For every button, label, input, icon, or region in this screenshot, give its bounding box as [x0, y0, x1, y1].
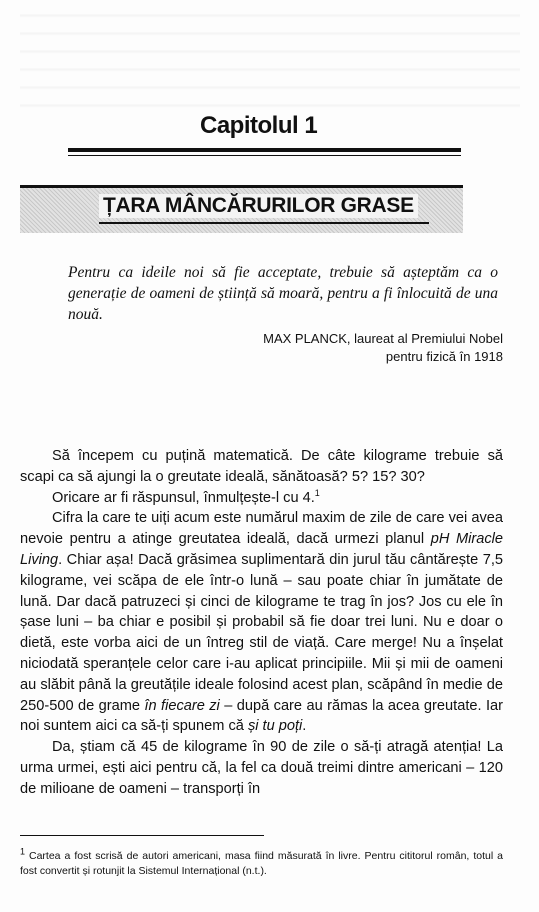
bleed-through-text: [20, 0, 520, 110]
p3-part-c: – după care au rămas la acea greutate. Iar noi suntem aici ca să-ți spunem că: [20, 697, 503, 735]
p3-emphasis-3: și tu poți: [247, 718, 303, 735]
footnote-marker: 1: [20, 846, 26, 857]
paragraph-2-text: Oricare ar fi răspunsul, înmulțește-l cu 4.: [52, 489, 315, 506]
paragraph-1: Să începem cu puțină matematică. De câte kilograme trebuie să scapi ca să ajungi la o greutate ideală, sănătoasă? 5? 15? 30?: [20, 448, 503, 485]
chapter-title: ȚARA MÂNCĂRURILOR GRASE: [99, 194, 418, 218]
footnote: [20, 846, 503, 879]
p3-part-d: .: [302, 718, 307, 735]
footnote-text: Cartea a fost scrisă de autori americani, masa fiind măsurată în livre. Pentru cititorul român, totul a fost convertit și rotunjit la Sistemul Internațional (n.t.).: [20, 850, 503, 877]
chapter-heading: Capitolul 1: [200, 112, 318, 139]
title-underline: [99, 222, 429, 224]
paragraph-3: [20, 508, 503, 737]
body-text: [20, 446, 503, 800]
chapter-rule-thin: [68, 155, 461, 156]
footnote-ref: 1: [314, 487, 320, 498]
attribution-line-2: pentru fizică în 1918: [385, 349, 503, 364]
p3-part-b: . Chiar așa! Dacă grăsimea suplimentară din jurul tău cântărește 7,5 kilograme, vei scăpa de ele într-o lună – sau poate chiar în jumătate de lună. Dar dacă patruzeci și cinci de kilograme te trag în jos? Jos cu ele în șase luni – ba chiar e posibil și probabil să fie doar trei luni. Nu e doar o dietă, este vorba aici de un întreg stil de viață. Care merge! Nu a înșelat niciodată speranțele celor care i-au aplicat principiile. Mii și mii de oameni au slăbit până la greutățile ideale folosind acest plan, scăpând în medie de 250-500 de grame: [20, 551, 503, 714]
attribution-line-1: MAX PLANCK, laureat al Premiului Nobel: [263, 331, 503, 346]
p3-emphasis-1: pH Miracle Living: [20, 531, 504, 568]
p3-emphasis-2: în fiecare zi: [144, 697, 220, 714]
p3-part-a: Cifra la care te uiți acum este numărul maxim de zile de care vei avea nevoie pentru a atinge greutatea ideală, dacă urmezi planul: [20, 510, 503, 548]
chapter-rule-thick: [68, 148, 461, 152]
paragraph-4: Da, știam că 45 de kilograme în 90 de zile o să-ți atragă atenția! La urma urmei, ești aici pentru că, la fel ca două treimi dintre americani – 120 de milioane de oameni – transporți în: [20, 739, 503, 797]
footnote-separator: [20, 835, 264, 836]
paragraph-2: [20, 488, 503, 509]
epigraph-attribution: [215, 330, 503, 366]
epigraph-quote: Pentru ca ideile noi să fie acceptate, trebuie să așteptăm ca o generație de oameni de știință să moară, pentru a fi înlocuită de una nouă.: [68, 264, 498, 323]
